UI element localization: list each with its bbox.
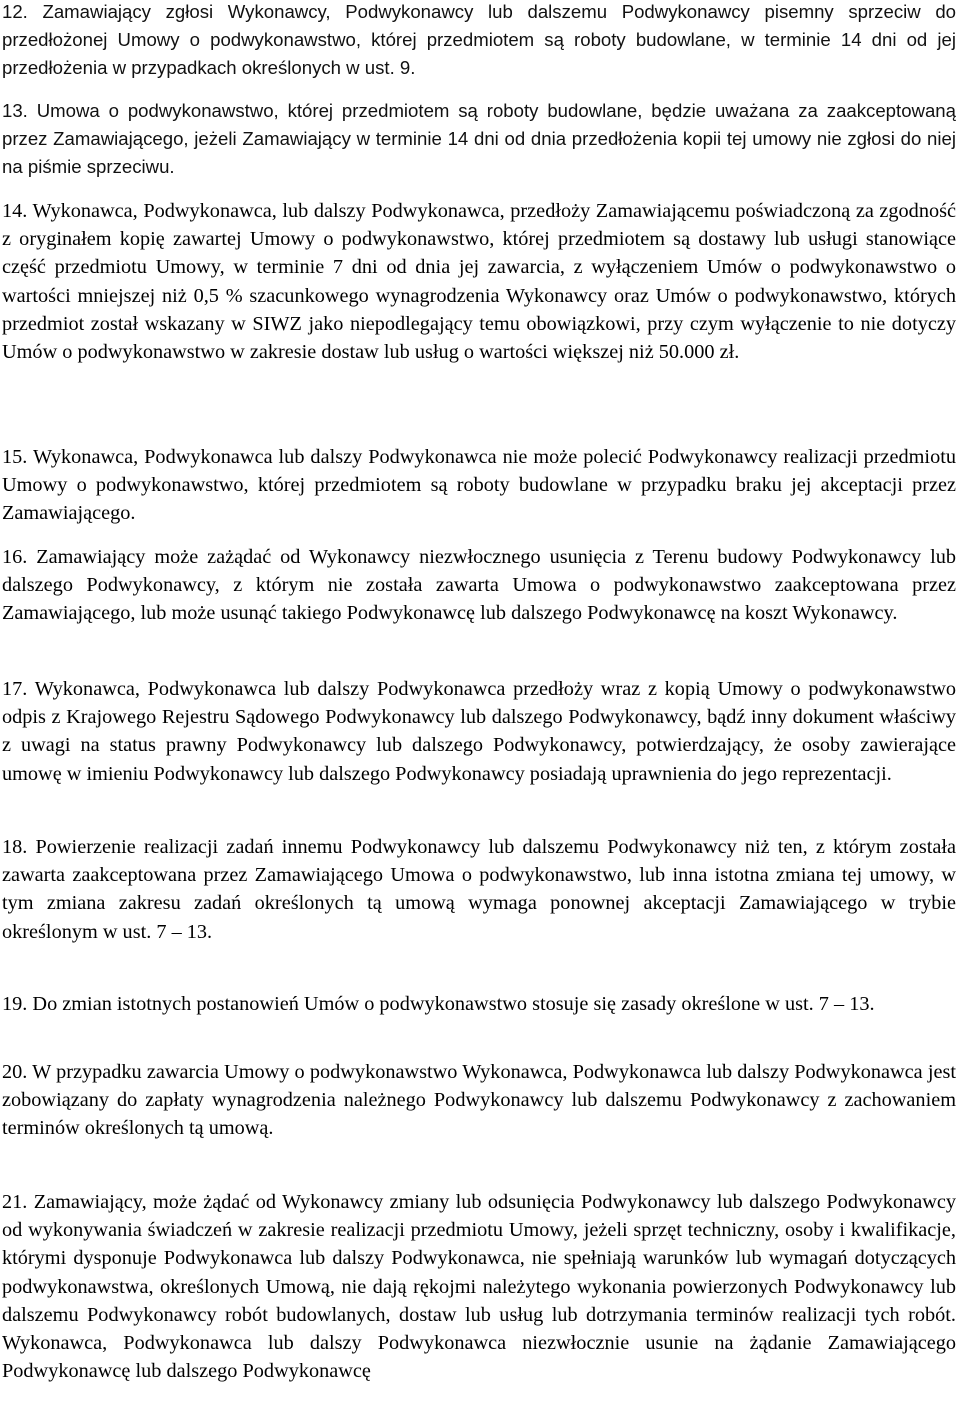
- paragraph-15: 15. Wykonawca, Podwykonawca lub dalszy Podwykonawca nie może polecić Podwykonawcy realizacji przedmiotu Umowy o podwykonawstwo, której przedmiotem są roboty budowlane w przypadku braku jej akceptacji przez Zamawiającego.: [2, 446, 956, 525]
- paragraph-13: 13. Umowa o podwykonawstwo, której przedmiotem są roboty budowlane, będzie uważana za zaakceptowaną przez Zamawiającego, jeżeli Zamawiający w terminie 14 dni od dnia przedłożenia kopii tej umowy nie zgłosi do niej na piśmie sprzeciwu.: [2, 100, 956, 178]
- paragraph-12: 12. Zamawiający zgłosi Wykonawcy, Podwykonawcy lub dalszemu Podwykonawcy pisemny sprzeciw do przedłożonej Umowy o podwykonawstwo, której przedmiotem są roboty budowlane, w terminie 14 dni od jej przedłożenia w przypadkach określonych w ust. 9.: [2, 1, 956, 79]
- paragraph-17: 17. Wykonawca, Podwykonawca lub dalszy Podwykonawca przedłoży wraz z kopią Umowy o podwykonawstwo odpis z Krajowego Rejestru Sądowego Podwykonawcy lub dalszego Podwykonawcy, bądź inny dokument właściwy z uwagi na status prawny Podwykonawcy lub dalszego Podwykonawcy, potwierdzający, że osoby zawierające umowę w imieniu Podwykonawcy lub dalszego Podwykonawcy posiadają uprawnienia do jego reprezentacji.: [2, 678, 956, 785]
- paragraph-21: 21. Zamawiający, może żądać od Wykonawcy zmiany lub odsunięcia Podwykonawcy lub dalszego Podwykonawcy od wykonywania świadczeń w zakresie realizacji przedmiotu Umowy, jeżeli sprzęt techniczny, osoby i kwalifikacje, którymi dysponuje Podwykonawca lub dalszy Podwykonawca, nie spełniają warunków lub wymagań dotyczących podwykonawstwa, określonych Umową, nie dają rękojmi należytego wykonania powierzonych Podwykonawcy lub dalszemu Podwykonawcy robót budowlanych, dostaw lub usług lub dotrzymania terminów realizacji tych robót. Wykonawca, Podwykonawca lub dalszy Podwykonawca niezwłocznie usunie na żądanie Zamawiającego Podwykonawcę lub dalszego Podwykonawcę: [2, 1191, 956, 1383]
- paragraph-14: 14. Wykonawca, Podwykonawca, lub dalszy Podwykonawca, przedłoży Zamawiającemu poświadczoną za zgodność z oryginałem kopię zawartej Umowy o podwykonawstwo, której przedmiotem są dostawy lub usługi stanowiące część przedmiotu Umowy, w terminie 7 dni od dnia jej zawarcia, z wyłączeniem Umów o podwykonawstwo o wartości mniejszej niż 0,5 % szacunkowego wynagrodzenia Wykonawcy oraz Umów o podwykonawstwo, których przedmiot został wskazany w SIWZ jako niepodlegający temu obowiązkowi, przy czym wyłączenie to nie dotyczy Umów o podwykonawstwo w zakresie dostaw lub usług o wartości większej niż 50.000 zł.: [2, 200, 956, 364]
- paragraph-16: 16. Zamawiający może zażądać od Wykonawcy niezwłocznego usunięcia z Terenu budowy Podwykonawcy lub dalszego Podwykonawcy, z którym nie została zawarta Umowa o podwykonawstwo zaakceptowana przez Zamawiającego, lub może usunąć takiego Podwykonawcę lub dalszego Podwykonawcę na koszt Wykonawcy.: [2, 546, 956, 625]
- paragraph-19: 19. Do zmian istotnych postanowień Umów o podwykonawstwo stosuje się zasady określone w ust. 7 – 13.: [2, 993, 875, 1015]
- paragraph-18: 18. Powierzenie realizacji zadań innemu Podwykonawcy lub dalszemu Podwykonawcy niż ten, z którym została zawarta zaakceptowana przez Zamawiającego Umowa o podwykonawstwo, lub inna istotna zmiana tej umowy, w tym zmiana zakresu zadań określonych tą umową wymaga ponownej akceptacji Zamawiającego w trybie określonym w ust. 7 – 13.: [2, 836, 956, 943]
- paragraph-20: 20. W przypadku zawarcia Umowy o podwykonawstwo Wykonawca, Podwykonawca lub dalszy Podwykonawca jest zobowiązany do zapłaty wynagrodzenia należnego Podwykonawcy lub dalszemu Podwykonawcy z zachowaniem terminów określonych tą umową.: [2, 1061, 956, 1140]
